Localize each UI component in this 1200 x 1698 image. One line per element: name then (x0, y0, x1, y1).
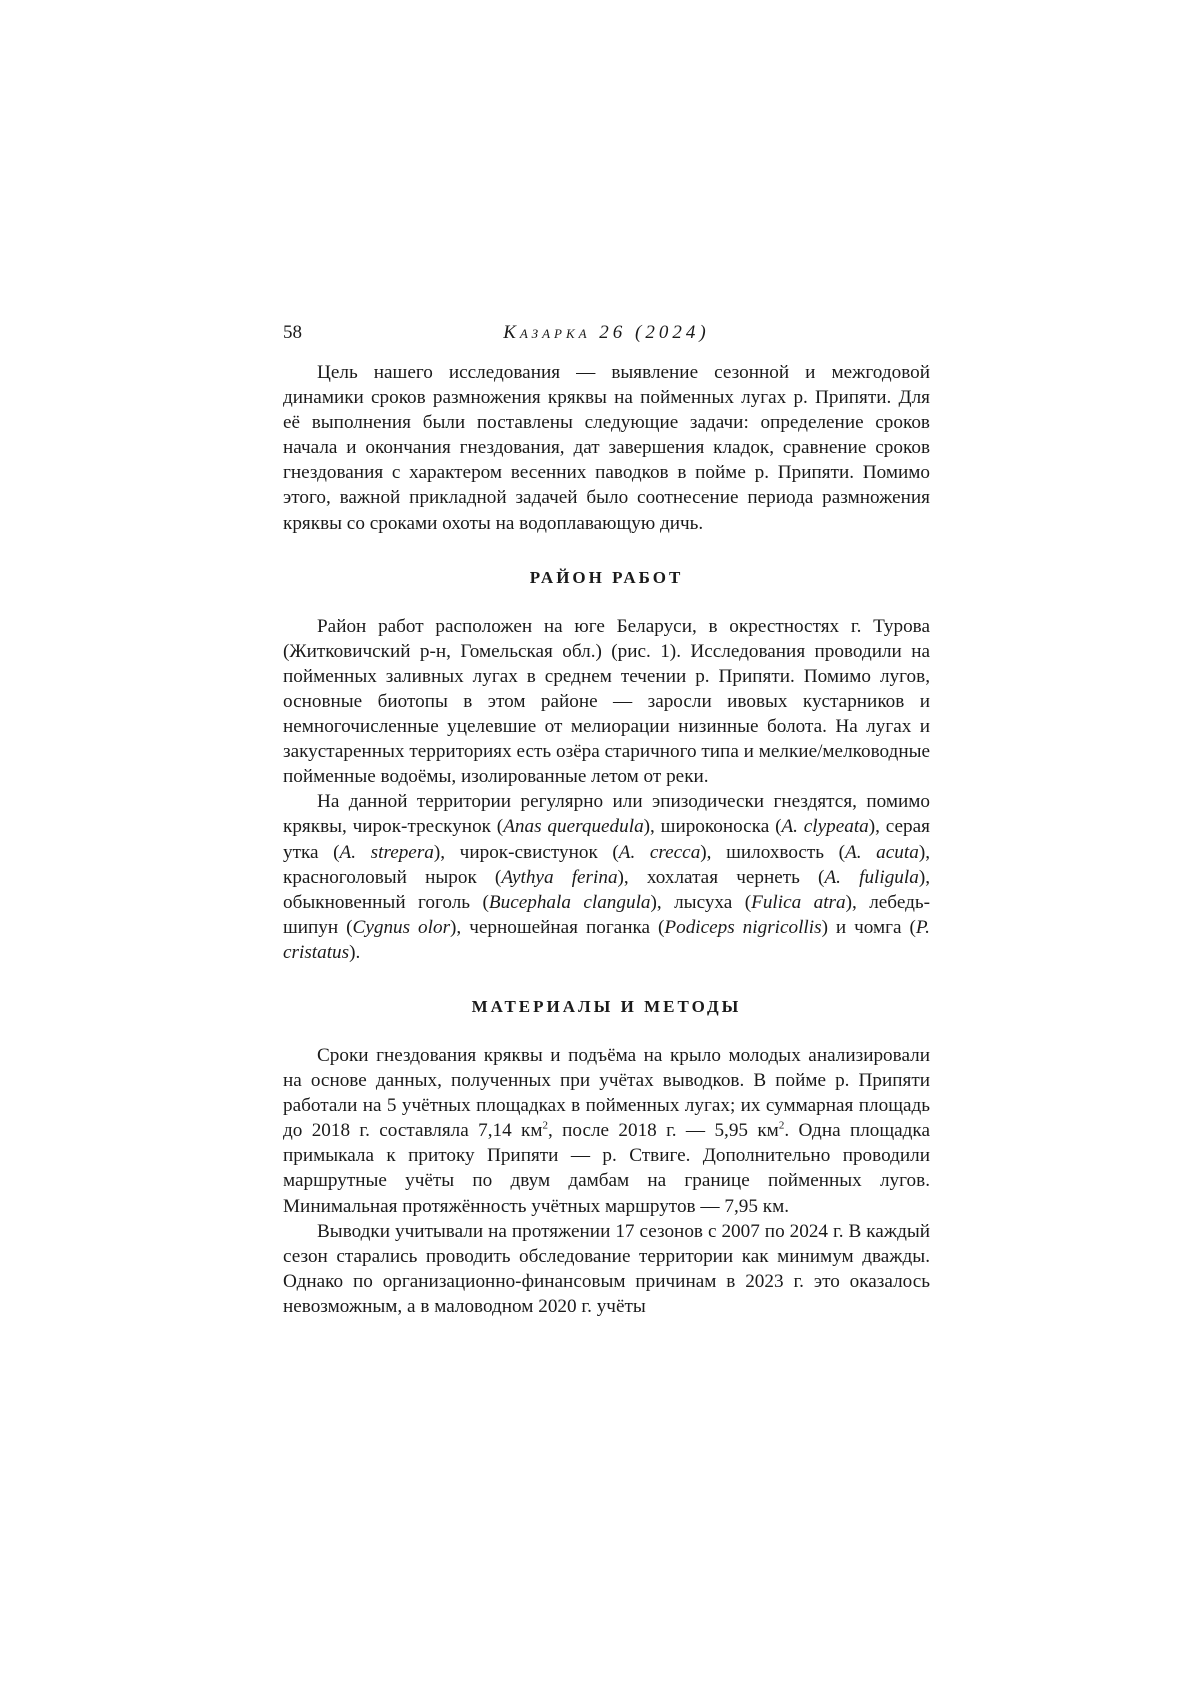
area-paragraph-2 (283, 789, 930, 965)
species-name: A. crecca (619, 842, 701, 863)
superscript: 2 (542, 1120, 548, 1132)
text-run: , после 2018 г. — 5,95 км (548, 1120, 779, 1141)
species-name: Podiceps nigricollis (664, 917, 821, 938)
text-run: ), обыкновенный гоголь ( (283, 867, 930, 913)
text-run: ), красноголовый нырок ( (283, 842, 930, 888)
species-name: Aythya ferina (501, 867, 617, 888)
section-heading-area: РАЙОН РАБОТ (283, 568, 930, 588)
text-run: ), шилохвость ( (700, 842, 845, 863)
species-name: P. cristatus (283, 917, 930, 963)
text-run: Сроки гнездования кряквы и подъёма на крыло молодых анализировали на основе данных, полученных при учётах выводков. В пойме р. Припяти работали на 5 учётных площадках в пойменных лугах; их суммарная площадь до 2018 г. составляла 7,14 км (283, 1045, 930, 1141)
page-number: 58 (283, 322, 302, 344)
superscript: 2 (779, 1120, 785, 1132)
section-heading-methods: МАТЕРИАЛЫ И МЕТОДЫ (283, 997, 930, 1017)
text-run: ), черношейная поганка ( (450, 917, 664, 938)
text-run: ). (349, 942, 360, 963)
journal-title: Казарка 26 (2024) (283, 322, 930, 344)
species-name: A. clypeata (781, 816, 868, 837)
species-name: A. strepera (340, 842, 434, 863)
text-run: На данной территории регулярно или эпизодически гнездятся, помимо кряквы, чирок-трескунок ( (283, 791, 930, 837)
area-paragraph-1: Район работ расположен на юге Беларуси, в окрестностях г. Турова (Житковичский р-н, Гомельская обл.) (рис. 1). Исследования проводили на пойменных заливных лугах в среднем течении р. Припяти. Помимо лугов, основные биотопы в этом районе — заросли ивовых кустарников и немногочисленные уцелевшие от мелиорации низинные болота. На лугах и закустаренных территориях есть озёра старичного типа и мелкие/мелководные пойменные водоёмы, изолированные летом от реки. (283, 614, 930, 790)
text-run: ), хохлатая чернеть ( (618, 867, 825, 888)
text-run: ), лебедь-шипун ( (283, 892, 930, 938)
intro-paragraph: Цель нашего исследования — выявление сезонной и межгодовой динамики сроков размножения кряквы на пойменных лугах р. Припяти. Для её выполнения были поставлены следующие задачи: определение сроков начала и окончания гнездования, дат завершения кладок, сравнение сроков гнездования с характером весенних паводков в пойме р. Припяти. Помимо этого, важной прикладной задачей было соотнесение периода размножения кряквы со сроками охоты на водоплавающую дичь. (283, 360, 930, 536)
text-run: ), чирок-свистунок ( (434, 842, 619, 863)
text-run: ) и чомга ( (822, 917, 916, 938)
species-name: Cygnus olor (353, 917, 451, 938)
text-run: . Одна площадка примыкала к притоку Припяти — р. Ствиге. Дополнительно проводили маршрутные учёты по двум дамбам на границе пойменных лугов. Минимальная протяжённость учётных маршрутов — 7,95 км. (283, 1120, 930, 1216)
methods-paragraph-1 (283, 1043, 930, 1219)
species-name: Fulica atra (751, 892, 846, 913)
species-name: Bucephala clangula (489, 892, 651, 913)
running-head (283, 322, 930, 352)
methods-paragraph-2: Выводки учитывали на протяжении 17 сезонов с 2007 по 2024 г. В каждый сезон старались проводить обследование территории как минимум дважды. Однако по организационно-финансовым причинам в 2023 г. это оказалось невозможным, а в маловодном 2020 г. учёты (283, 1219, 930, 1319)
species-name: A. acuta (845, 842, 919, 863)
text-run: ), лысуха ( (651, 892, 752, 913)
species-name: A. fuligula (824, 867, 918, 888)
text-run: ), широконоска ( (644, 816, 782, 837)
page-body (283, 322, 930, 1319)
species-name: Anas querquedula (503, 816, 643, 837)
text-run: ), серая утка ( (283, 816, 930, 862)
